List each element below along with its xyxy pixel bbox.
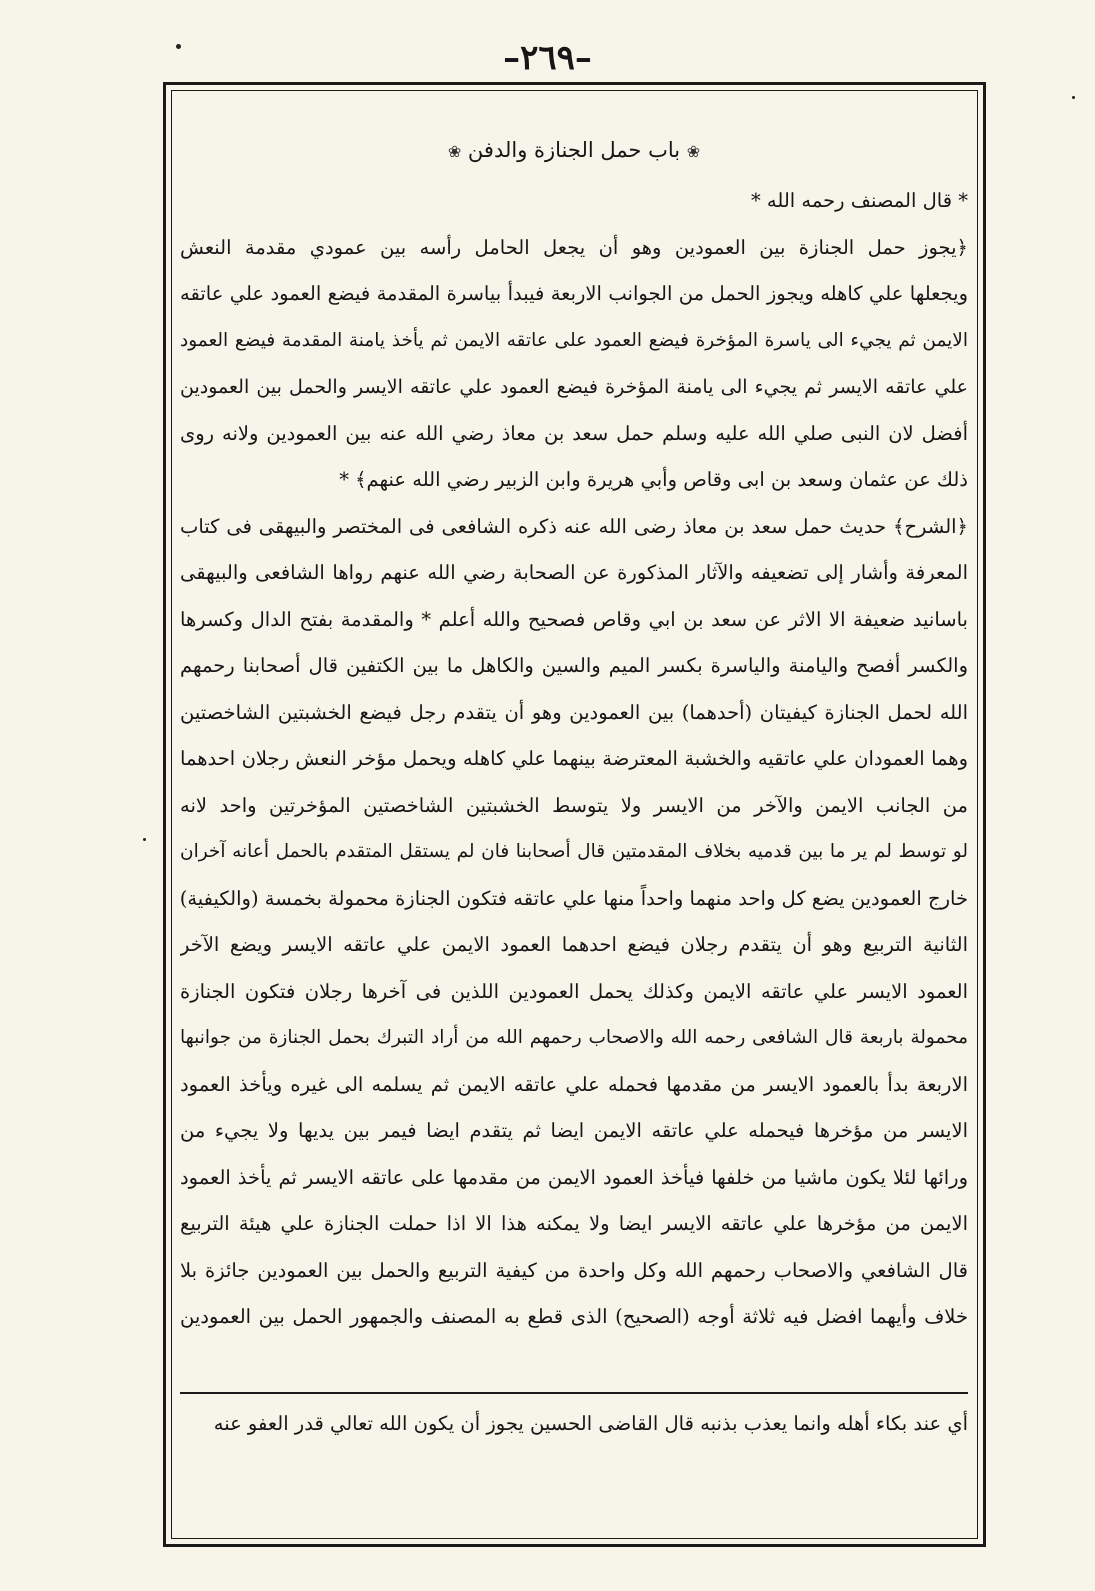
chapter-heading	[180, 128, 968, 172]
ink-speck	[143, 838, 146, 841]
text-line: الاربعة بدأ بالعمود الايسر من مقدمها فحمله علي عاتقه الايمن ثم يسلمه الى غيره ويأخذ العمود	[180, 1072, 968, 1096]
text-line: العمود الايسر علي عاتقه الايمن وكذلك يحمل العمودين اللذين فى آخرها رجلان فتكون الجنازة	[180, 979, 968, 1003]
ink-speck	[1072, 96, 1075, 99]
text-line: ويجعلها علي كاهله ويجوز الحمل من الجوانب الاربعة فيبدأ بياسرة المقدمة فيضع العمود علي عاتقه	[180, 282, 968, 305]
text-line: علي عاتقه الايسر ثم يجيء الى يامنة المؤخرة فيضع العمود علي عاتقه الايسر والحمل بين العمودين	[180, 376, 968, 398]
text-line: والكسر أفصح واليامنة والياسرة بكسر الميم والسين والكاهل ما بين الكتفين قال أصحابنا رحمهم	[180, 654, 968, 677]
page-number: –٢٦٩–	[503, 38, 592, 78]
text-line: وهما العمودان علي عاتقيه والخشبة المعترضة بينهما علي كاهله ويحمل مؤخر النعش رجلان احدهما	[180, 747, 968, 770]
text-line: ذلك عن عثمان وسعد بن ابى وقاص وأبي هريرة وابن الزبير رضي الله عنهم﴾ *	[339, 468, 968, 491]
text-line: خلاف وأيهما افضل فيه ثلاثة أوجه (الصحيح) الذى قطع به المصنف والجمهور الحمل بين العمودين	[180, 1305, 968, 1328]
text-line: محمولة باربعة قال الشافعى رحمه الله والاصحاب رحمهم الله من أراد التبرك بحمل الجنازة من جوانبها	[180, 1027, 968, 1048]
ornament-left-icon: ❀	[447, 142, 462, 161]
text-line: الله لحمل الجنازة كيفيتان (أحدهما) بين العمودين وهو أن يتقدم رجل فيضع الخشبتين الشاخصتين	[180, 700, 968, 724]
text-line: لو توسط لم ير ما بين قدميه بخلاف المقدمتين قال أصحابنا فان لم يستقل المتقدم بالحمل أعانه آخران	[180, 841, 968, 862]
text-line: الايسر من مؤخرها فيحمله علي عاتقه الايمن ايضا ثم يتقدم ايضا فيمر بين يديها ولا يجيء من	[180, 1119, 968, 1142]
main-text-block	[180, 128, 968, 1341]
text-line: من الجانب الايمن والآخر من الايسر ولا يتوسط الخشبتين الشاخصتين المؤخرتين واحد لانه	[180, 793, 968, 817]
text-line: قال الشافعي والاصحاب رحمهم الله وكل واحدة من كيفية التربيع والحمل بين العمودين جائزة بلا	[180, 1258, 968, 1282]
footnote: أي عند بكاء أهله وانما يعذب بذنبه قال القاضى الحسين يجوز أن يكون الله تعالي قدر العفو عنه	[213, 1412, 968, 1435]
text-line: الايمن من مؤخرها علي عاتقه الايسر ايضا ولا يمكنه هذا الا اذا حملت الجنازة علي هيئة التربيع	[180, 1212, 968, 1235]
footnote-divider	[180, 1392, 968, 1394]
text-line: * قال المصنف رحمه الله *	[750, 189, 968, 212]
chapter-title: باب حمل الجنازة والدفن	[467, 138, 681, 162]
text-line: باسانيد ضعيفة الا الاثر عن سعد بن ابي وقاص فصحيح والله أعلم * والمقدمة بفتح الدال وكسرها	[180, 607, 968, 631]
ink-speck	[176, 44, 181, 49]
text-line: خارج العمودين يضع كل واحد منهما واحداً منها علي عاتقه فتكون الجنازة محمولة بخمسة (والكيفية)	[180, 886, 968, 910]
text-line: الثانية التربيع وهو أن يتقدم رجلان فيضع احدهما العمود الايمن علي عاتقه الايسر ويضع الآخر	[180, 933, 968, 956]
text-line: المعرفة وأشار إلى تضعيفه والآثار المذكورة عن الصحابة رضي الله عنهم رواها الشافعى والبيهقى	[180, 561, 968, 584]
text-line: الايمن ثم يجيء الى ياسرة المؤخرة فيضع العمود على عاتقه الايمن ثم يأخذ يامنة المقدمة فيضع العمود	[180, 329, 968, 351]
text-line: أفضل لان النبى صلي الله عليه وسلم حمل سعد بن معاذ رضي الله عنه بين العمودين ولانه روى	[180, 421, 968, 445]
text-line: ﴿يجوز حمل الجنازة بين العمودين وهو أن يجعل الحامل رأسه بين عمودي مقدمة النعش	[180, 235, 968, 259]
ornament-right-icon: ❀	[686, 142, 701, 161]
text-line: ورائها لئلا يكون ماشيا من خلفها فيأخذ العمود الايمن من مقدمها على عاتقه الايسر ثم يأخذ العمود	[180, 1165, 968, 1189]
text-line: ﴿الشرح﴾ حديث حمل سعد بن معاذ رضى الله عنه ذكره الشافعى فى المختصر والبيهقى فى كتاب	[180, 514, 968, 538]
